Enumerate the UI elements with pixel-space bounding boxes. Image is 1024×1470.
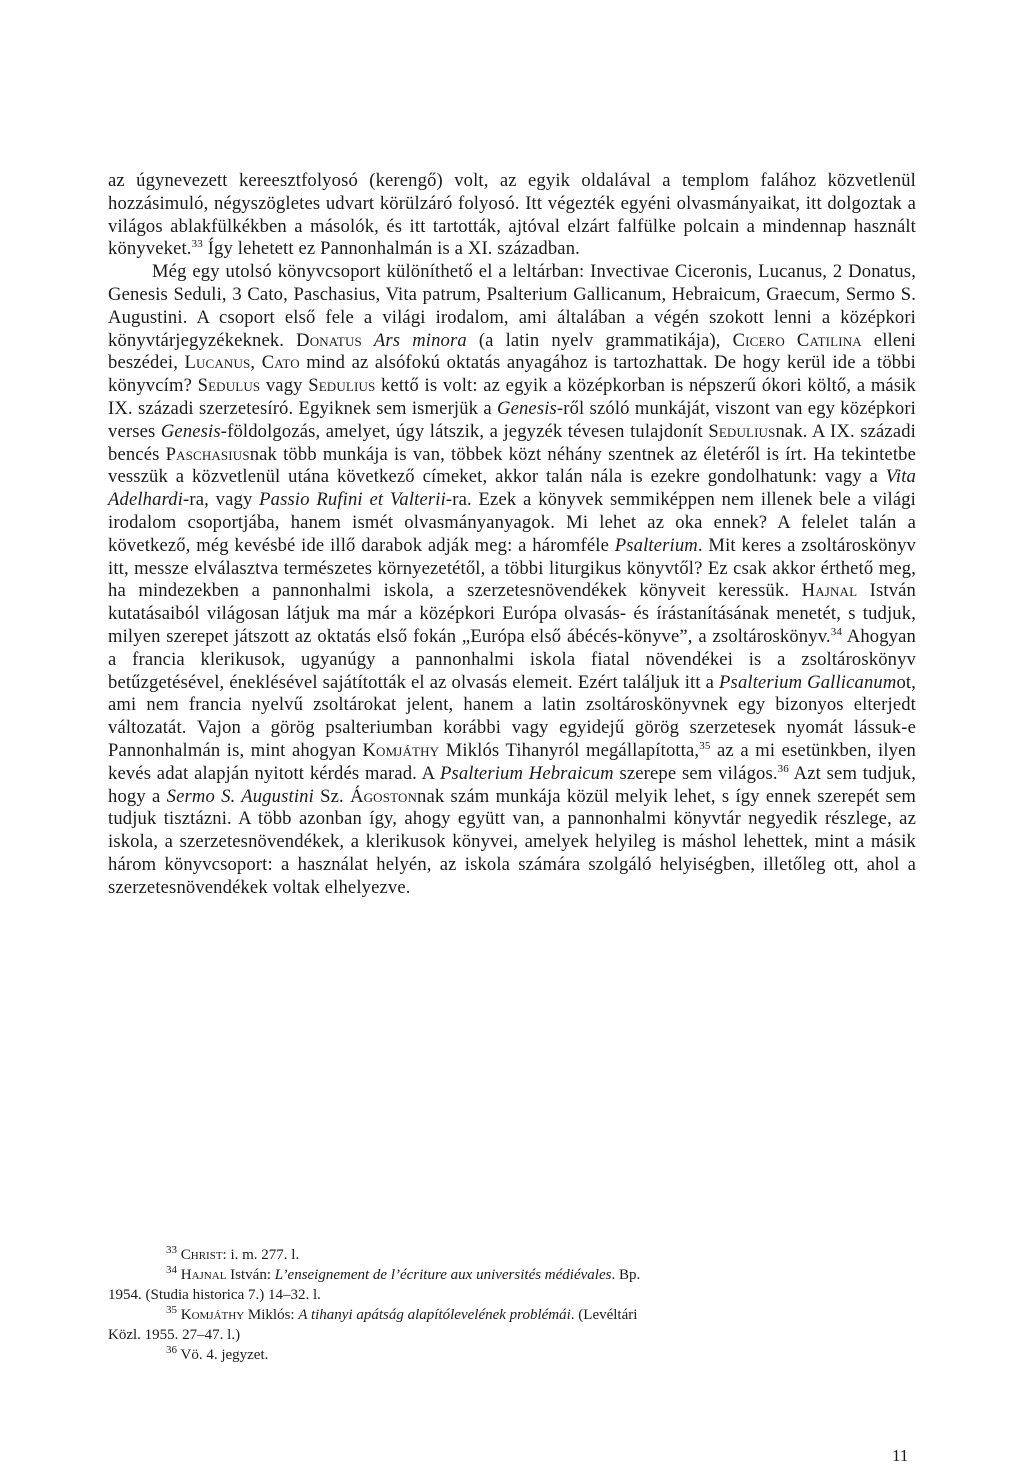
author-sedulius-2: Sedulius (708, 420, 776, 442)
paragraph-2: Még egy utolsó könyvcsoport különíthető el a leltárban: Invectivae Ciceronis, Lucanus, 2 Donatus, Genesis Seduli, 3 Cato, Paschasius, Vita patrum, Psalterium Gallicanum, Hebraicum, Graecum, Sermo S. Augustini. A csoport első fele a világi irodalom, ami általában a végén szokott lenni a középkori könyvtárjegyzékeknek. Donatus Ars minora (a latin nyelv grammatikája), Cicero Catilina elleni beszédei, Lucanus, Cato mind az alsófokú oktatás anyagához is tartozhattak. De hogy kerül ide a többi könyvcím? Sedulus vagy Sedulius kettő is volt: az egyik a középkorban is népszerű ókori költő, a másik IX. századi szerzetesíró. Egyiknek sem ismerjük a Genesis-ről szóló munkáját, viszont van egy középkori verses Genesis-földolgozás, amelyet, úgy látszik, a jegyzék tévesen tulajdonít Seduliusnak. A IX. századi bencés Paschasiusnak több munkája is van, többek közt néhány szentnek az életéről is írt. Ha tekintetbe vesszük a közvetlenül utána következő címeket, akkor talán nála is ezekre gondolhatunk: vagy a Vita Adelhardi-ra, vagy Passio Rufini et Valterii-ra. Ezek a könyvek semmiképpen nem illenek bele a világi irodalom csoportjába, hanem ismét olvasmányanyagok. Mi lehet az oka ennek? A felelet talán a következő, még kevésbé ide illő darabok adják meg: a háromféle Psalterium. Mit keres a zsoltároskönyv itt, messze elválasztva természetes környezetétől, a többi liturgikus könyvtől? Ez csak akkor érthető meg, ha mindezekben a pannonhalmi iskola, a szerzetesnövendékek könyveit keressük. Hajnal István kutatásaiból világosan látjuk ma már a középkori Európa olvasás- és írástanításának menetét, s tudjuk, milyen szerepet játszott az oktatás első fokán „Európa első ábécés-könyve”, a zsoltároskönyv.$^{34}$ Ahogyan a francia klerikusok, ugyanúgy a pannonhalmi iskola fiatal növendékei is a zsoltároskönyv betűzgetésével, éneklésével sajátították el az olvasás elemeit. Ezért találjuk itt a Psalterium Gallicanumot, ami nem francia nyelvű zsoltárokat jelent, hanem a latin zsoltároskönyvnek egy bizonyos elterjedt változatát. Vajon a görög psalteriumban korábbi vagy egyidejű görög szerzetesek nyomát lássuk-e Pannonhalmán is, mint ahogyan Komjáthy Miklós Tihanyról megállapította,$^{35}$ az a mi esetünkben, ilyen kevés adat alapján nyitott kérdés marad. A Psalterium Hebraicum szerepe sem világos.$^{36}$ Azt sem tudjuk, hogy a Sermo S. Augustini Sz. Ágostonnak szám munkája közül melyik lehet, s így ennek szerepét sem tudjuk tisztázni. A több azonban így, ahogy együtt van, a pannonhalmi könyvtár negyedik részlege, az iskola, a szerzetesnövendékek, a klerikusok könyvei, amelyek helyileg is máshol lehettek, mint a másik három könyvcsoport: a használat helyén, az iskola számára szolgáló helyiségben, illetőleg ott, ahol a szerzetesnövendékek voltak elhelyezve. (108, 261, 917, 898)
footnote-34: $^{34}$ Hajnal István: L’enseignement de l’écriture aux universités médiévales. Bp. (166, 1264, 641, 1283)
title-genesis-2: Genesis (160, 420, 221, 442)
author-komjathy: Komjáthy (362, 739, 440, 761)
title-psalterium-gallicanum: Psalterium Gallicanum (719, 671, 897, 693)
footnote-36: $^{36}$ Vö. 4. jegyzet. (166, 1344, 269, 1363)
footnote-ref-33[interactable]: 33 (191, 238, 203, 251)
footnote-35: $^{35}$ Komjáthy Miklós: A tihanyi apátság alapítólevelének problémái. (Levéltári (166, 1304, 638, 1323)
footnote-34-cont: 1954. (Studia historica 7.) 14–32. l. (108, 1287, 321, 1303)
author-donatus: Donatus (296, 329, 362, 351)
page-number: 11 (892, 1446, 909, 1465)
title-passio: Passio Rufini et Valterii (259, 489, 446, 511)
title-psalterium-hebraicum: Psalterium Hebraicum (439, 762, 614, 784)
title-psalterium: Psalterium (614, 534, 698, 556)
footnote-ref-35[interactable]: 35 (699, 739, 711, 752)
title-vita-adelhardi: Vita Adelhardi (108, 466, 916, 511)
author-cato: Cato (261, 352, 300, 374)
author-paschasius: Paschasius (165, 443, 250, 465)
author-sedulus: Sedulus (197, 375, 261, 397)
author-lucanus: Lucanus (184, 352, 251, 374)
title-sermo: Sermo S. Augustini (166, 785, 314, 807)
paragraph-1: az úgynevezett kereesztfolyosó (kerengő) volt, az egyik oldalával a templom falához közvetlenül hozzásimuló, négyszögletes udvart körülzáró folyosó. Itt végezték egyéni olvasmányaikat, itt dolgoztak a világos ablakfülkékben a másolók, és itt tartották, ajtóval elzárt falfülke polcain a mindennap használt könyveket.$^{33}$ Így lehetett ez Pannonhalmán is a XI. században. (108, 170, 916, 260)
title-ars-minora: Ars minora (373, 329, 467, 351)
footnote-33: $^{33}$ Christ: i. m. 277. l. (166, 1244, 300, 1263)
author-hajnal: Hajnal (801, 580, 858, 602)
footnote-35-cont: Közl. 1955. 27–47. l.) (108, 1327, 241, 1343)
author-agoston: Ágoston (350, 785, 418, 807)
footnote-ref-34[interactable]: 34 (830, 625, 843, 638)
title-genesis: Genesis (497, 397, 557, 419)
footnote-ref-36[interactable]: 36 (777, 762, 789, 775)
footnotes (108, 1245, 916, 1365)
author-cicero: Cicero Catilina (732, 329, 862, 351)
body-text (108, 170, 916, 900)
author-sedulius: Sedulius (308, 375, 376, 397)
